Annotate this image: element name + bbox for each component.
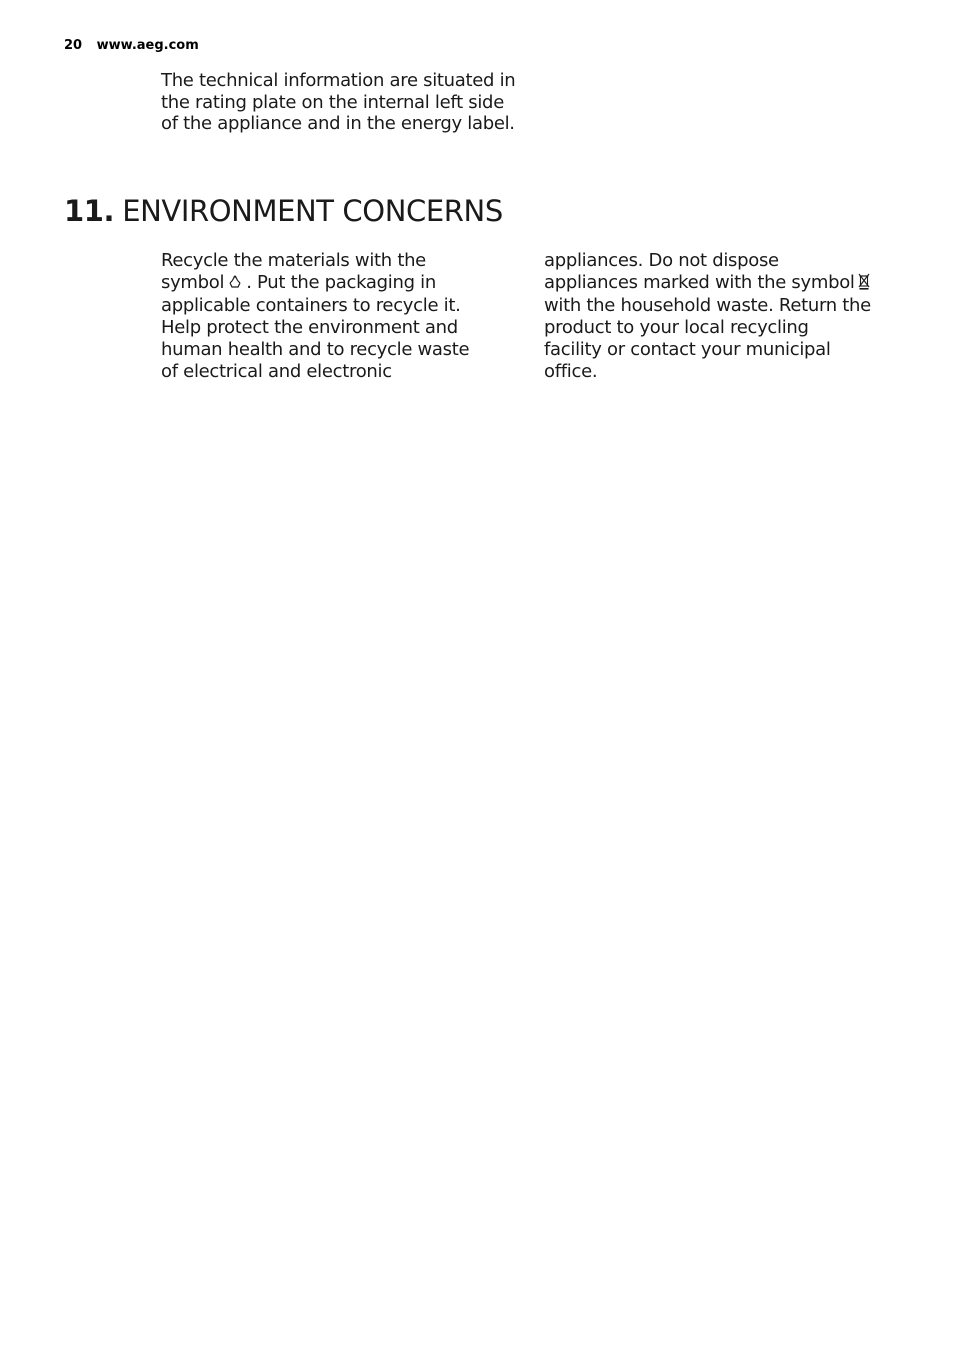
text-line: product to your local recycling	[544, 317, 809, 339]
right-column	[544, 250, 874, 382]
recycle-icon	[227, 274, 243, 296]
text-line: Help protect the environment and	[161, 317, 458, 339]
text-line: of electrical and electronic	[161, 360, 392, 382]
text-line-with-icon	[544, 272, 874, 296]
left-column	[161, 250, 481, 382]
text-line: Recycle the materials with the	[161, 250, 426, 271]
section-title	[64, 194, 503, 228]
text-line: with the household waste. Return the	[544, 295, 871, 317]
text-fragment: symbol	[161, 271, 225, 293]
text-line: facility or contact your municipal	[544, 338, 831, 360]
text-fragment: appliances marked with the symbol	[544, 271, 855, 293]
section-title-text: ENVIRONMENT CONCERNS	[122, 194, 503, 228]
text-line-with-icon	[161, 272, 481, 296]
website-link[interactable]: www.aeg.com	[96, 38, 199, 53]
crossed-bin-icon	[858, 273, 870, 296]
page-number: 20	[64, 38, 83, 53]
intro-paragraph: The technical information are situated in the rating plate on the internal left side of the appliance and in the energy label.	[161, 70, 516, 135]
section-number: 11.	[64, 194, 115, 228]
text-line: appliances. Do not dispose	[544, 250, 779, 271]
page-header	[64, 38, 199, 53]
text-line: office.	[544, 360, 598, 382]
text-line: human health and to recycle waste	[161, 338, 470, 360]
text-fragment: . Put the packaging in	[246, 271, 436, 293]
text-line: applicable containers to recycle it.	[161, 295, 461, 317]
